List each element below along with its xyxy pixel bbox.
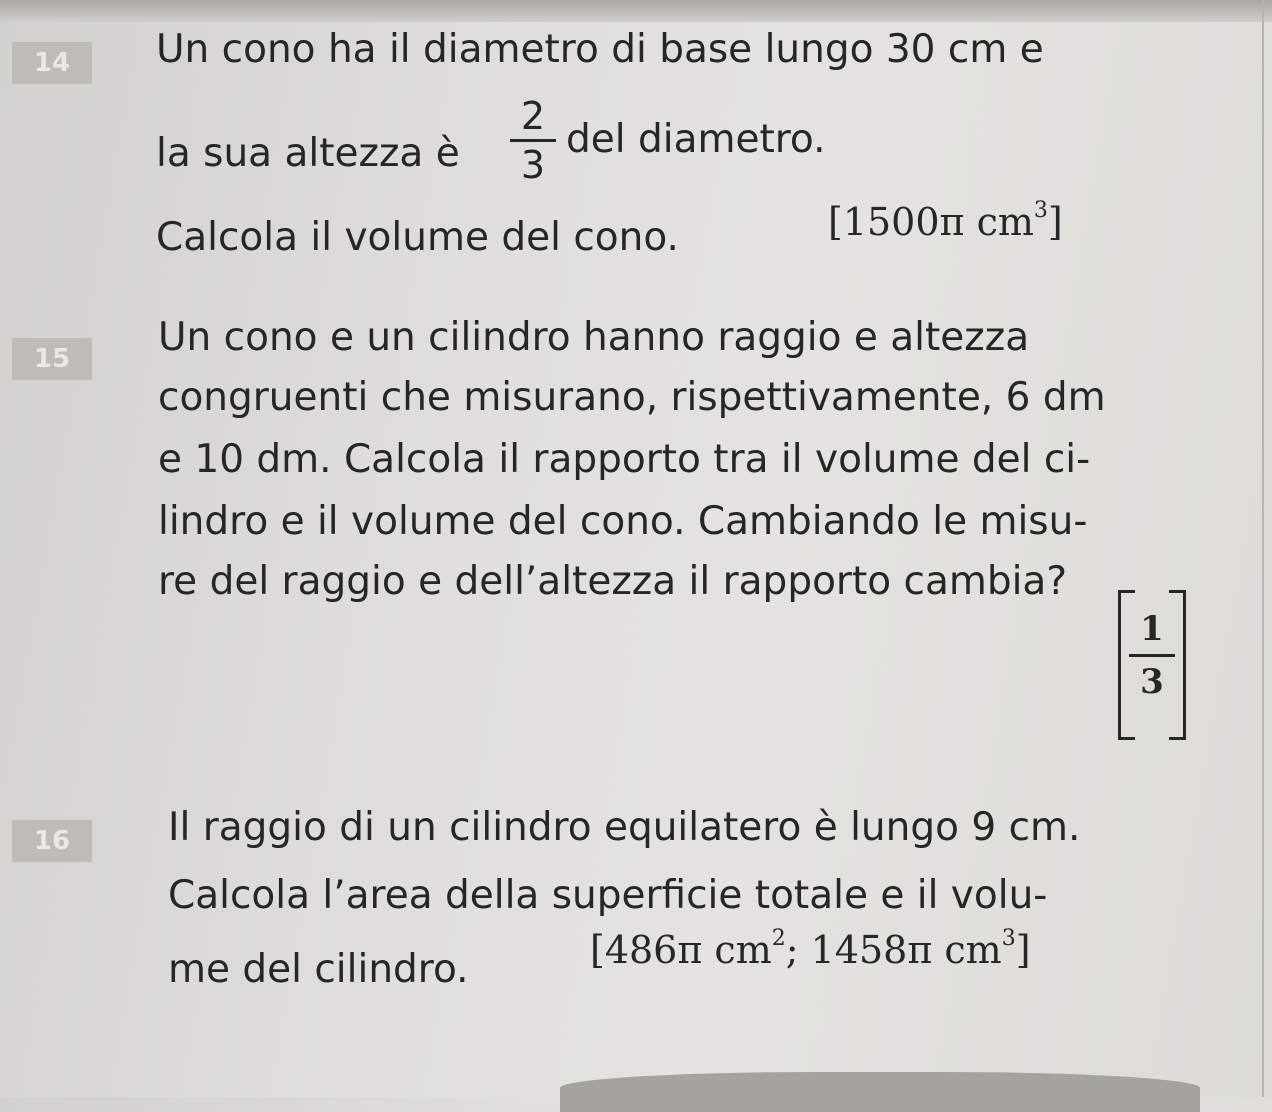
page-top-edge [0,0,1272,22]
page-bottom-shadow [560,1072,1200,1112]
exercise-16-line-3: me del cilindro. [168,947,469,992]
fraction-denominator: 3 [520,143,546,187]
exercise-14-line-3: del diametro. [566,117,826,162]
exercise-15-line-2: congruenti che misurano, rispettivamente, 6 dm [158,375,1106,420]
exercise-15-line-4: lindro e il volume del cono. Cambiando le misu- [158,499,1088,544]
answer-close-bracket: ] [1047,200,1063,244]
answer-text: [1500π cm [828,200,1034,244]
exercise-number-14: 14 [12,42,92,84]
exercise-14-line-2: la sua altezza è [156,131,460,176]
answer-close-bracket: ] [1015,928,1031,972]
fraction-bar [510,139,556,142]
exercise-14-line-1: Un cono ha il diametro di base lungo 30 cm e [156,27,1044,72]
exercise-16-line-2: Calcola l’area della superficie totale e il volu- [168,873,1048,918]
exercise-14-fraction [510,94,556,187]
exercise-number-16: 16 [12,820,92,862]
exercise-15-answer-bracket [1118,590,1186,740]
answer-exponent: 3 [1033,198,1048,223]
exercise-15-line-5: re del raggio e dell’altezza il rapporto cambia? [158,559,1068,604]
exercise-15-line-1: Un cono e un cilindro hanno raggio e altezza [158,315,1030,360]
exercise-15-line-3: e 10 dm. Calcola il rapporto tra il volume del ci- [158,437,1091,482]
exercise-number-15: 15 [12,338,92,380]
exercise-14-line-4: Calcola il volume del cono. [156,215,679,260]
fraction-denominator: 3 [1140,662,1164,702]
answer-part-1: [486π cm [590,928,772,972]
fraction-numerator: 1 [1140,609,1164,649]
answer-exponent-2: 3 [1001,926,1016,951]
fraction-numerator: 2 [520,94,546,138]
answer-part-2: ; 1458π cm [785,928,1002,972]
fraction-bar [1129,654,1175,657]
exercise-16-line-1: Il raggio di un cilindro equilatero è lungo 9 cm. [168,805,1081,850]
page-right-rule [1262,0,1264,1097]
exercise-15-answer-fraction [1129,609,1175,702]
exercise-16-answer [590,926,1031,972]
answer-exponent-1: 2 [771,926,786,951]
exercise-14-answer [828,198,1063,244]
